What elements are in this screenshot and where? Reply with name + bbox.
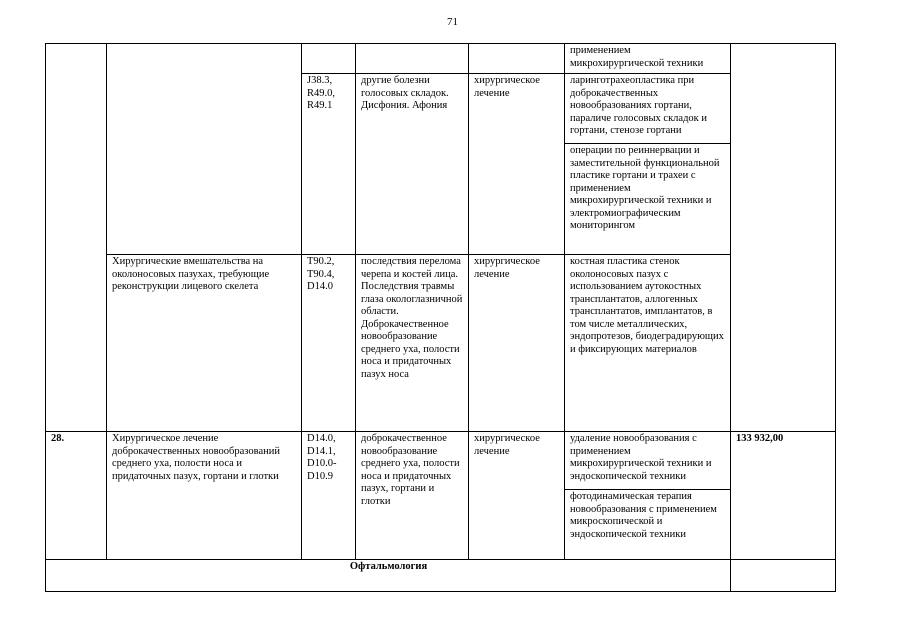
price-cell [731,560,836,592]
model-text: другие болезни голосовых складок. Дисфония. Афония [361,75,449,111]
table-row [46,255,836,432]
method-cell [565,144,731,255]
name-cell [107,432,302,560]
method-text: операции по реиннервации и заместительной функциональной пластике гортани и трахеи с применением микрохирургической техники и электромиографическим мониторингом [570,145,720,231]
procedures-table [45,43,836,592]
price-cell [731,432,836,560]
treatment-cell [469,432,565,560]
codes-cell [302,255,356,432]
method-text: ларинготрахеопластика при доброкачественных новообразованиях гортани, параличе голосовых складок и гортани, стенозе гортани [570,75,708,136]
codes-text: T90.2, T90.4, D14.0 [307,256,335,292]
name-cell [107,74,302,255]
table-row [46,44,836,74]
model-text: доброкачественное новообразование среднего уха, полости носа и придаточных пазух, гортани и глотки [361,433,460,507]
treatment-text: хирургическое лечение [474,433,540,457]
name-cell [107,255,302,432]
method-text: фотодинамическая терапия новообразования с применением микроскопической и эндоскопической техники [570,491,717,540]
section-row [46,560,836,592]
table-row [46,432,836,490]
method-cell [565,74,731,144]
treatment-cell [469,255,565,432]
codes-text: J38.3, R49.0, R49.1 [307,75,336,111]
method-cell [565,255,731,432]
treatment-text: хирургическое лечение [474,256,540,280]
price-cell [731,44,836,432]
method-text: применением микрохирургической техники [570,45,704,69]
method-cell [565,490,731,560]
item-number: 28. [51,433,65,444]
treatment-cell [469,74,565,255]
treatment-cell [469,44,565,74]
num-cell [46,432,107,560]
codes-cell [302,432,356,560]
method-text: костная пластика стенок околоносовых пазух с использованием аутокостных трансплантатов, аллогенных трансплантатов, имплантатов, в том числе металлических, эндопротезов, биодеградирующих и фиксирующих материалов [570,256,724,355]
name-text: Хирургические вмешательства на околоносовых пазухах, требующие реконструкции лицевого скелета [112,256,270,292]
treatment-text: хирургическое лечение [474,75,540,99]
section-title: Офтальмология [349,561,428,572]
name-text: Хирургическое лечение доброкачественных новообразований среднего уха, полости носа и придаточных пазух, гортани и глотки [112,433,280,482]
codes-cell [302,44,356,74]
codes-text: D14.0, D14.1, D10.0- D10.9 [307,433,337,482]
page-number: 71 [447,16,458,28]
method-cell [565,44,731,74]
section-title-cell [46,560,731,592]
table-row [46,74,836,144]
method-text: удаление новообразования с применением микрохирургической техники и эндоскопической техники [570,433,712,482]
price-text: 133 932,00 [736,433,784,444]
model-cell [356,432,469,560]
codes-cell [302,74,356,255]
name-cell [107,44,302,74]
method-cell [565,432,731,490]
model-text: последствия перелома черепа и костей лица. Последствия травмы глаза окологлазничной области. Доброкачественное новообразование среднего уха, полости носа и придаточных пазух носа [361,256,463,380]
num-cell [46,44,107,432]
model-cell [356,255,469,432]
model-cell [356,44,469,74]
model-cell [356,74,469,255]
